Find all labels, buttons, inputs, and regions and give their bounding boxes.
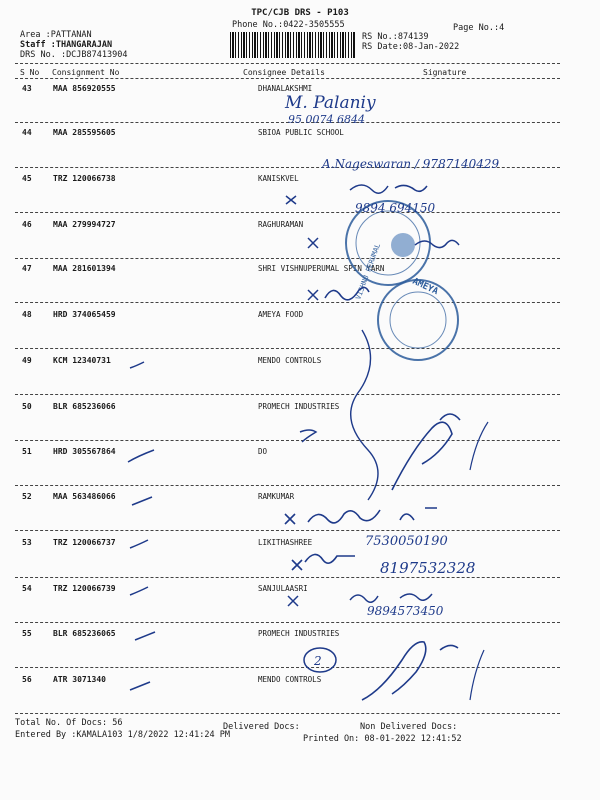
area-label: Area : <box>20 30 51 40</box>
row-consignee: MENDO CONTROLS <box>258 675 322 684</box>
round-stamp-text: VISHNU PERUMAL <box>354 242 383 301</box>
cross-mark <box>308 290 318 300</box>
row-sno: 54 <box>22 584 32 593</box>
row-consignee: AMEYA FOOD <box>258 310 304 319</box>
row-sno: 49 <box>22 356 32 365</box>
column-sno: S No <box>20 68 40 77</box>
non-delivered-docs-label: Non Delivered Docs: <box>360 722 458 732</box>
row-consignment: BLR 685236066 <box>53 402 116 411</box>
handwritten-scribble-54 <box>350 594 432 602</box>
handwritten-scribble-56 <box>470 650 484 700</box>
handwritten-phone-43: 95 0074 6844 <box>288 113 365 126</box>
row-consignee: LIKITHASHREE <box>258 538 313 547</box>
document-title: TPC/CJB DRS - P103 <box>251 8 349 18</box>
row-sno: 45 <box>22 174 32 183</box>
row-sno: 44 <box>22 128 32 137</box>
row-sno: 52 <box>22 492 32 501</box>
row-sno: 53 <box>22 538 32 547</box>
printed-on-label: Printed On: <box>303 734 360 744</box>
drs-value: DCJB87413904 <box>66 50 128 60</box>
handwritten-signature-44: A.Nageswaran / 9787140429 <box>322 157 500 171</box>
cross-mark <box>288 596 298 606</box>
row-consignment: BLR 685236065 <box>53 629 116 638</box>
handwritten-mark-50 <box>300 430 316 442</box>
row-consignee: SHRI VISHNUPERUMAL SPIN YARN <box>258 264 385 273</box>
row-consignment: TRZ 120066738 <box>53 174 116 183</box>
page-value: 4 <box>499 23 505 33</box>
row-consignment: HRD 305567864 <box>53 447 116 456</box>
row-consignee: KANISKVEL <box>258 174 299 183</box>
entered-by-label: Entered By : <box>15 730 77 740</box>
tick-mark <box>135 632 155 640</box>
row-consignment: KCM 12340731 <box>53 356 111 365</box>
handwritten-scribble-51 <box>470 422 488 470</box>
tick-mark <box>130 362 144 368</box>
delivered-docs-label: Delivered Docs: <box>223 722 300 732</box>
row-consignment: MAA 285595605 <box>53 128 116 137</box>
row-consignee: DO <box>258 447 268 456</box>
row-sno: 46 <box>22 220 32 229</box>
row-sno: 43 <box>22 84 32 93</box>
row-sno: 50 <box>22 402 32 411</box>
row-consignee: RAMKUMAR <box>258 492 295 501</box>
staff-label: Staff : <box>20 40 56 50</box>
row-consignee: PROMECH INDUSTRIES <box>258 629 340 638</box>
handwritten-scribble-45 <box>350 185 427 193</box>
row-consignment: MAA 563486066 <box>53 492 116 501</box>
row-consignment: MAA 856920555 <box>53 84 116 93</box>
handwritten-phone-52: 7530050190 <box>365 534 448 549</box>
row-sno: 47 <box>22 264 32 273</box>
phone-value: 0422-3505555 <box>283 20 345 30</box>
cross-mark <box>286 196 296 204</box>
handwritten-scribble-52 <box>308 508 437 523</box>
row-consignment: HRD 374065459 <box>53 310 116 319</box>
page-label: Page No.: <box>453 23 500 33</box>
row-sno: 51 <box>22 447 32 456</box>
row-consignment: MAA 279994727 <box>53 220 116 229</box>
printed-on-value: 08-01-2022 12:41:52 <box>364 734 462 744</box>
handwritten-scribble-46 <box>415 240 459 247</box>
row-sno: 48 <box>22 310 32 319</box>
row-consignee: RAGHURAMAN <box>258 220 304 229</box>
rs-date-label: RS Date: <box>362 42 403 52</box>
row-consignee: SANJULAASRI <box>258 584 308 593</box>
handwritten-name-43: M. Palaniy <box>285 93 376 113</box>
row-sno: 55 <box>22 629 32 638</box>
handwritten-signature-56 <box>362 642 458 700</box>
handwritten-phone-53: 8197532328 <box>380 559 476 577</box>
staff-value: THANGARAJAN <box>55 40 113 50</box>
circled-number: 2 <box>314 654 322 668</box>
row-consignment: TRZ 120066739 <box>53 584 116 593</box>
drs-label: DRS No. : <box>20 50 67 60</box>
handwritten-phone-45: 9894 694150 <box>355 201 436 215</box>
tick-mark <box>130 682 150 690</box>
row-consignee: SBIOA PUBLIC SCHOOL <box>258 128 344 137</box>
rs-date-value: 08-Jan-2022 <box>402 42 460 52</box>
total-docs-value: 56 <box>112 718 123 728</box>
handwritten-phone-54: 9894573450 <box>367 604 444 618</box>
row-consignment: TRZ 120066737 <box>53 538 116 547</box>
cross-mark <box>292 560 302 570</box>
handwritten-scribble-53 <box>305 554 355 563</box>
ameya-stamp <box>378 277 458 360</box>
ameya-stamp-text: AMEYA <box>410 276 440 298</box>
rs-no-value: 874139 <box>397 32 429 42</box>
row-consignee: MENDO CONTROLS <box>258 356 322 365</box>
row-sno: 56 <box>22 675 32 684</box>
tick-mark <box>128 450 154 462</box>
column-consignee: Consignee Details <box>243 68 325 77</box>
handwritten-signature-51 <box>392 414 460 490</box>
column-consignment: Consignment No <box>52 68 120 77</box>
rs-no-label: RS No.: <box>362 32 398 42</box>
row-consignee: DHANALAKSHMI <box>258 84 313 93</box>
cross-mark <box>308 238 318 248</box>
signature-stroke <box>351 330 378 500</box>
row-consignee: PROMECH INDUSTRIES <box>258 402 340 411</box>
phone-label: Phone No.: <box>232 20 284 30</box>
area-value: PATTANAN <box>50 30 92 40</box>
total-docs-label: Total No. Of Docs: <box>15 718 108 728</box>
row-consignment: MAA 281601394 <box>53 264 116 273</box>
row-consignment: ATR 3071340 <box>53 675 106 684</box>
cross-mark <box>285 514 295 524</box>
tick-mark <box>130 587 148 595</box>
column-signature: Signature <box>423 68 467 77</box>
entered-by-value: KAMALA103 1/8/2022 12:41:24 PM <box>76 730 230 740</box>
tick-mark <box>132 497 152 505</box>
tick-mark <box>130 540 148 548</box>
